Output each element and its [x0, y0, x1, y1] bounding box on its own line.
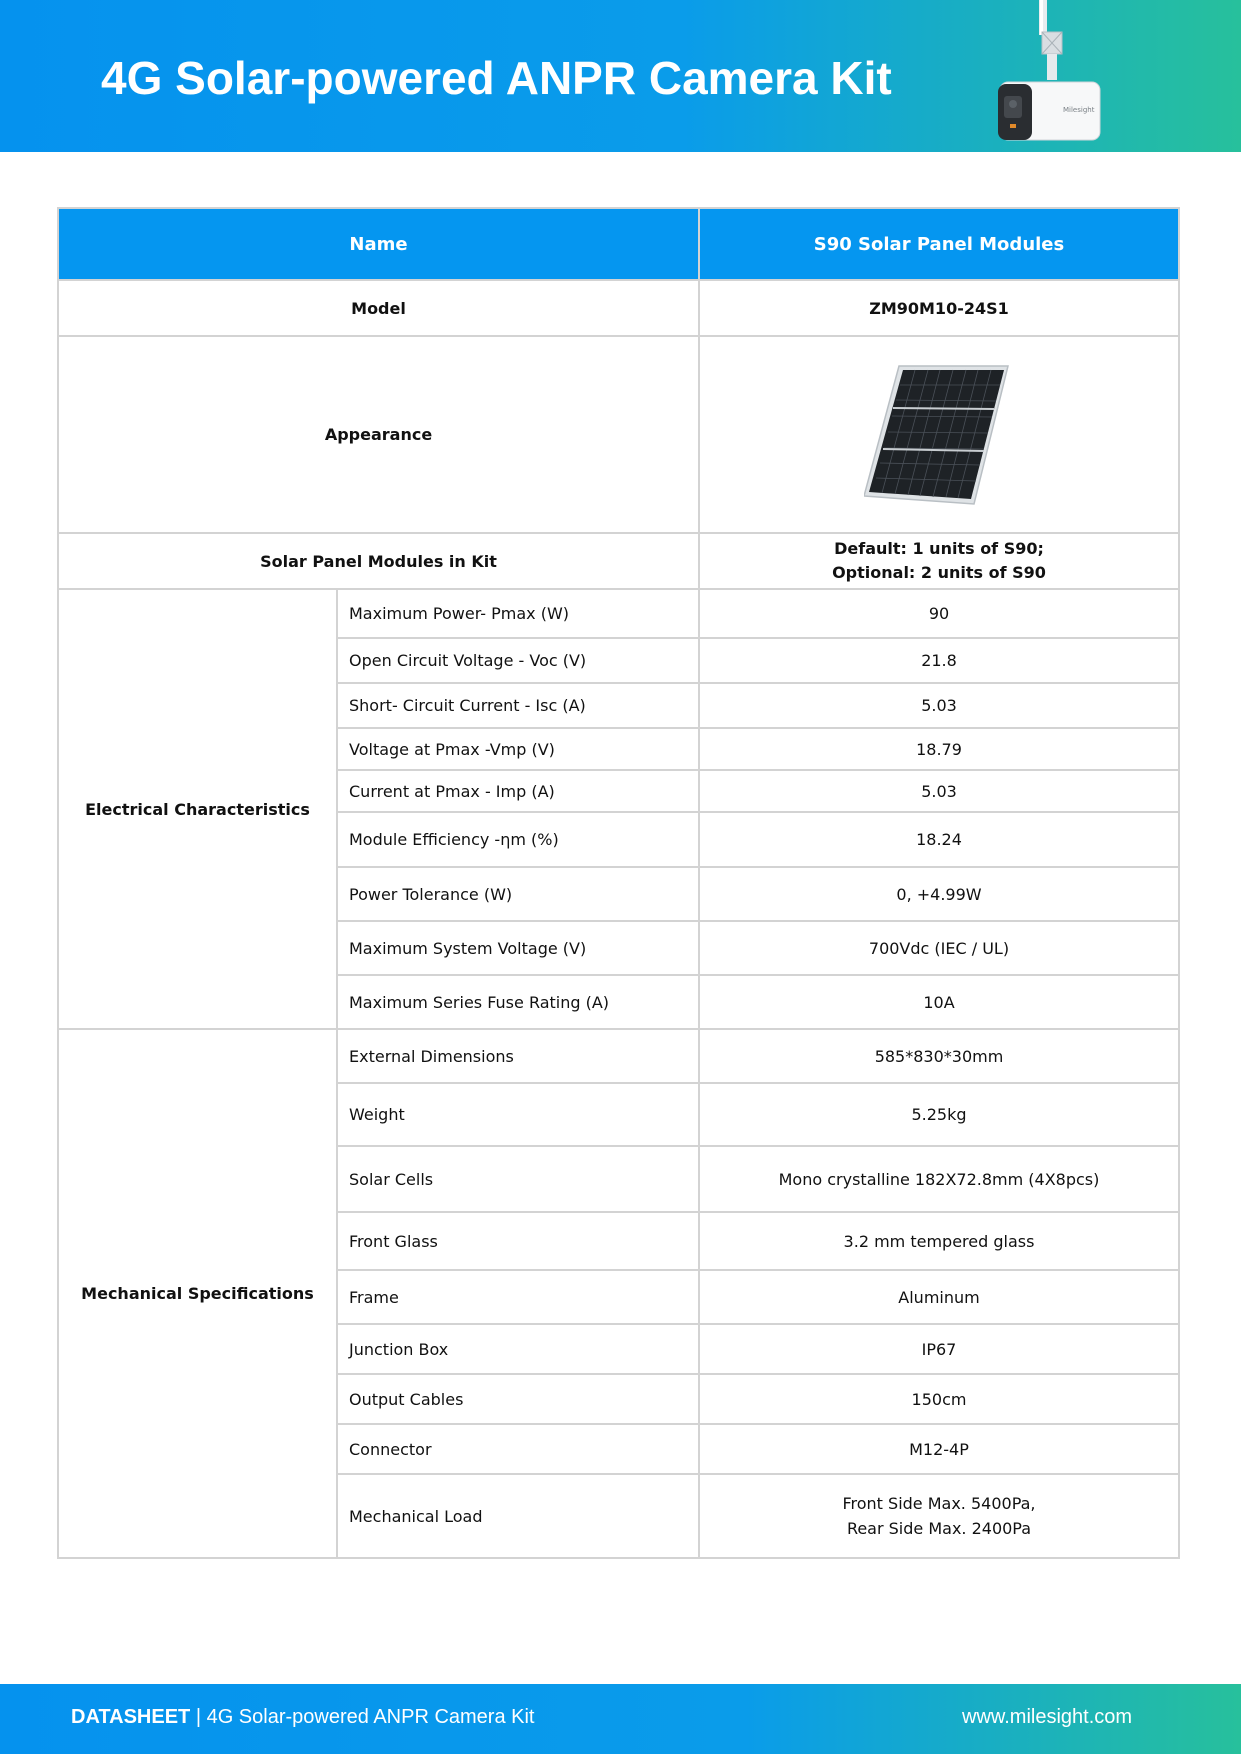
- param-cell: Voltage at Pmax -Vmp (V): [337, 728, 699, 770]
- param-cell: Open Circuit Voltage - Voc (V): [337, 638, 699, 683]
- param-cell: Mechanical Load: [337, 1474, 699, 1558]
- value-cell: 90: [699, 589, 1179, 638]
- page-title: 4G Solar-powered ANPR Camera Kit: [101, 52, 892, 104]
- table-header-row: [58, 208, 1179, 280]
- table-row: [58, 1029, 1179, 1083]
- value-cell: IP67: [699, 1324, 1179, 1374]
- page-header: [0, 0, 1241, 152]
- param-cell: Frame: [337, 1270, 699, 1324]
- value-cell: 700Vdc (IEC / UL): [699, 921, 1179, 975]
- kit-value-line1: Default: 1 units of S90;: [834, 539, 1044, 558]
- kit-value: [699, 533, 1179, 589]
- param-cell: Front Glass: [337, 1212, 699, 1270]
- param-cell: Output Cables: [337, 1374, 699, 1424]
- model-value: ZM90M10-24S1: [699, 280, 1179, 336]
- header-name-cell: Name: [58, 208, 699, 280]
- param-cell: Short- Circuit Current - Isc (A): [337, 683, 699, 728]
- kit-label: Solar Panel Modules in Kit: [58, 533, 699, 589]
- param-cell: Current at Pmax - Imp (A): [337, 770, 699, 812]
- value-cell: Mono crystalline 182X72.8mm (4X8pcs): [699, 1146, 1179, 1212]
- value-cell: [699, 1474, 1179, 1558]
- footer-product: | 4G Solar-powered ANPR Camera Kit: [190, 1706, 535, 1728]
- table-row: [58, 336, 1179, 533]
- value-cell: 0, +4.99W: [699, 867, 1179, 921]
- value-cell: Aluminum: [699, 1270, 1179, 1324]
- value-cell: 21.8: [699, 638, 1179, 683]
- camera-product-icon: [990, 0, 1120, 145]
- header-model-name-cell: S90 Solar Panel Modules: [699, 208, 1179, 280]
- value-cell: 5.03: [699, 770, 1179, 812]
- param-cell: Maximum Power- Pmax (W): [337, 589, 699, 638]
- param-cell: Connector: [337, 1424, 699, 1474]
- solar-panel-icon: [864, 362, 1014, 508]
- table-row: [58, 533, 1179, 589]
- value-cell: 5.25kg: [699, 1083, 1179, 1146]
- value-cell: 150cm: [699, 1374, 1179, 1424]
- kit-value-line2: Optional: 2 units of S90: [832, 563, 1046, 582]
- footer-datasheet: DATASHEET: [71, 1706, 191, 1728]
- param-cell: Weight: [337, 1083, 699, 1146]
- value-cell: M12-4P: [699, 1424, 1179, 1474]
- param-cell: External Dimensions: [337, 1029, 699, 1083]
- value-cell: 18.24: [699, 812, 1179, 867]
- page-footer: [0, 1684, 1241, 1754]
- value-cell: 5.03: [699, 683, 1179, 728]
- value-cell: 3.2 mm tempered glass: [699, 1212, 1179, 1270]
- appearance-cell: [699, 336, 1179, 533]
- param-cell: Solar Cells: [337, 1146, 699, 1212]
- mechanical-category: Mechanical Specifications: [58, 1029, 337, 1558]
- camera-logo: Milesight: [1063, 106, 1095, 114]
- footer-website-link[interactable]: www.milesight.com: [962, 1706, 1133, 1728]
- value-cell: 585*830*30mm: [699, 1029, 1179, 1083]
- value-cell: 18.79: [699, 728, 1179, 770]
- footer-doc-label: [71, 1706, 534, 1729]
- param-cell: Power Tolerance (W): [337, 867, 699, 921]
- mechanical-load-line2: Rear Side Max. 2400Pa: [846, 1519, 1032, 1538]
- table-row: [58, 280, 1179, 336]
- param-cell: Junction Box: [337, 1324, 699, 1374]
- mechanical-load-line1: Front Side Max. 5400Pa,: [842, 1494, 1036, 1513]
- value-cell: 10A: [699, 975, 1179, 1029]
- electrical-category: Electrical Characteristics: [58, 589, 337, 1029]
- param-cell: Maximum Series Fuse Rating (A): [337, 975, 699, 1029]
- table-row: [58, 589, 1179, 638]
- appearance-label: Appearance: [58, 336, 699, 533]
- model-label: Model: [58, 280, 699, 336]
- param-cell: Module Efficiency -ηm (%): [337, 812, 699, 867]
- spec-table: [57, 207, 1180, 1559]
- param-cell: Maximum System Voltage (V): [337, 921, 699, 975]
